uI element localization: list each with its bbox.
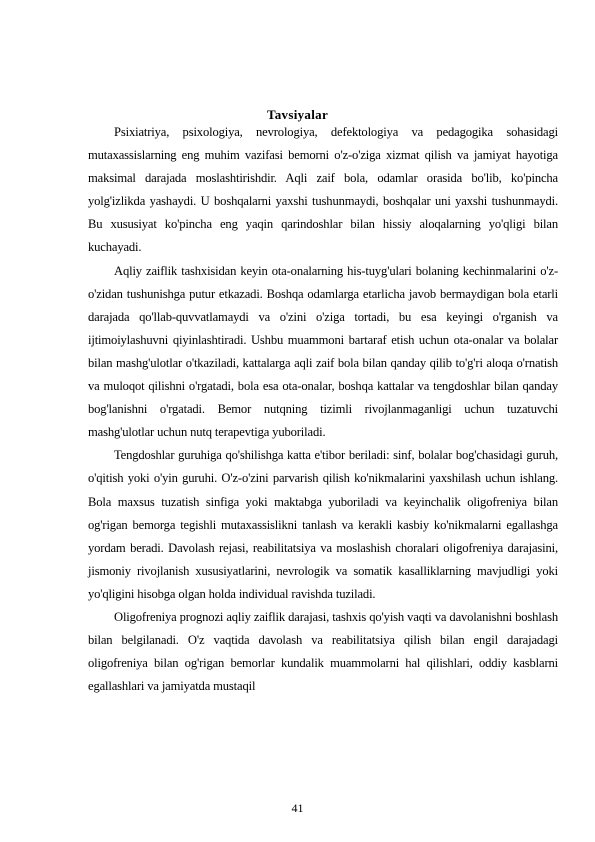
paragraph: Aqliy zaiflik tashxisidan keyin ota-onalarning his-tuyg'ulari bolaning kechinmalarini o'z-o'zidan tushunishga putur etkazadi. Boshqa odamlarga etarlicha javob bermaydigan bola etarli darajada qo'llab-quvvatlamaydi va o'zini o'ziga tortadi, bu esa keyingi o'rganish va ijtimoiylashuvni qiyinlashtiradi. Ushbu muammoni bartaraf etish uchun ota-onalar va bolalar bilan mashg'ulotlar o'tkaziladi, kattalarga aqli zaif bola bilan qanday qilib to'g'ri aloqa o'rnatish va muloqot qilishni o'rgatadi, bola esa ota-onalar, boshqa kattalar va tengdoshlar bilan qanday bog'lanishni o'rgatadi. Bemor nutqning tizimli rivojlanmaganligi uchun tuzatuvchi mashg'ulotlar uchun nutq terapevtiga yuboriladi. bbox=[88, 263, 558, 440]
section-title: Tavsiyalar bbox=[266, 107, 329, 122]
paragraph: Tengdoshlar guruhiga qo'shilishga katta e'tibor beriladi: sinf, bolalar bog'chasidagi guruh, o'qitish yoki o'yin guruhi. O'z-o'zini parvarish qilish ko'nikmalarini yaxshilash uchun ishlang. Bola maxsus tuzatish sinfiga yoki maktabga yuboriladi va keyinchalik oligofreniya bilan og'rigan bemorga tegishli mutaxassislikni tanlash va kerakli kasbiy ko'nikmalarni egallashga yordam beradi. Davolash rejasi, reabilitatsiya va moslashish choralari oligofreniya darajasini, jismoniy rivojlanish xususiyatlarini, nevrologik va somatik kasalliklarning mavjudligi yoki yo'qligini hisobga olgan holda individual ravishda tuziladi. bbox=[88, 448, 558, 601]
paragraph: Psixiatriya, psixologiya, nevrologiya, defektologiya va pedagogika sohasidagi mutaxassislarning eng muhim vazifasi bemorni o'z-o'ziga xizmat qilish va jamiyat hayotiga maksimal darajada moslashtirishdir. Aqli zaif bola, odamlar orasida bo'lib, ko'pincha yolg'izlikda yashaydi. U boshqalarni yaxshi tushunmaydi, boshqalar uni yaxshi tushunmaydi. Bu xususiyat ko'pincha eng yaqin qarindoshlar bilan hissiy aloqalarning yo'qligi bilan kuchayadi. bbox=[88, 125, 558, 255]
page-number: 41 bbox=[291, 801, 304, 815]
paragraph: Oligofreniya prognozi aqliy zaiflik darajasi, tashxis qo'yish vaqti va davolanishni boshlash bilan belgilanadi. O'z vaqtida davolash va reabilitatsiya qilish bilan engil darajadagi oligofreniya bilan og'rigan bemorlar kundalik muammolarni hal qilishlari, oddiy kasblarni egallashlari va jamiyatda mustaqil bbox=[88, 609, 558, 694]
body-text bbox=[88, 121, 558, 698]
